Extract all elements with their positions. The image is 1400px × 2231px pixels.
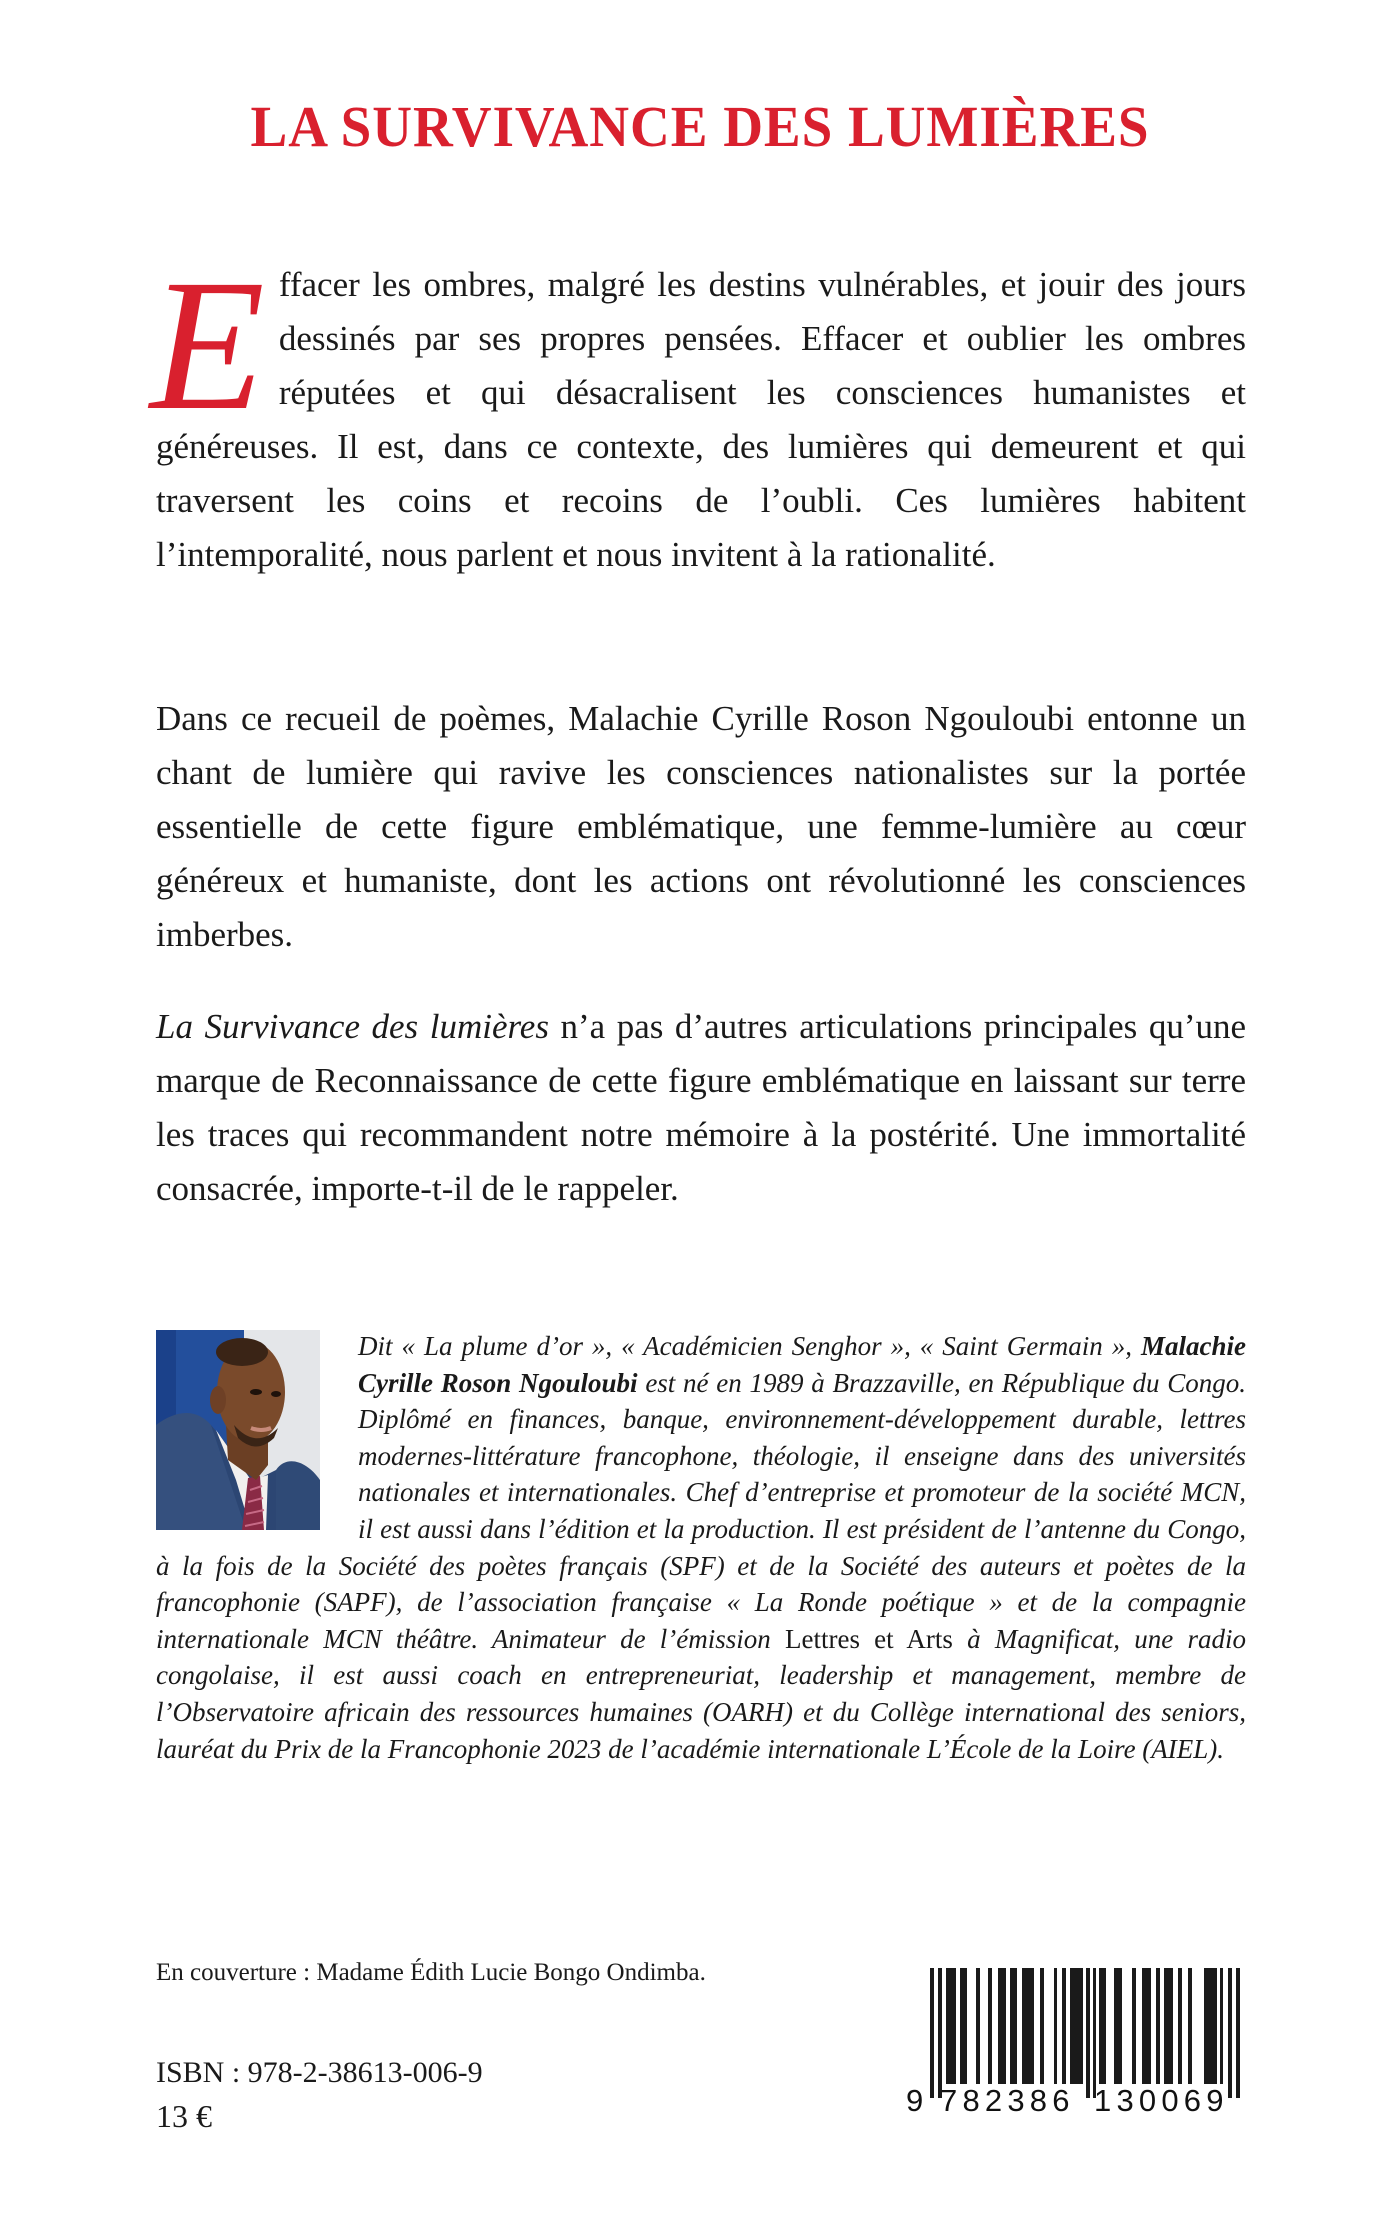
- author-name: Malachie Cyrille Roson Ngouloubi: [358, 1331, 1246, 1398]
- book-title: LA SURVIVANCE DES LUMIÈRES: [250, 94, 1150, 159]
- isbn: ISBN : 978-2-38613-006-9: [156, 2056, 483, 2089]
- barcode-right-group: 130069: [1094, 2083, 1229, 2118]
- author-photo: [156, 1330, 320, 1530]
- blurb-paragraph-1: [150, 240, 1246, 582]
- book-title-italic: La Survivance des lumières: [156, 1007, 549, 1046]
- author-portrait-icon: [156, 1330, 320, 1530]
- bio-intro: Dit « La plume d’or », « Académicien Senghor », « Saint Germain »,: [358, 1331, 1141, 1361]
- blurb-paragraph-1-text: ffacer les ombres, malgré les destins vulnérables, et jouir des jours dessinés par ses propres pensées. Effacer et oublier les ombres réputées et qui désacralisent les consciences humanistes et généreuses. Il est, dans ce contexte, des lumières qui demeurent et qui traversent les coins et recoins de l’oubli. Ces lumières habitent l’intemporalité, nous parlent et nous invitent à la rationalité.: [156, 265, 1246, 574]
- blurb-paragraph-3-text: n’a pas d’autres articulations principales qu’une marque de Reconnaissance de cette figure emblématique en laissant sur terre les traces qui recommandent notre mémoire à la postérité. Une immortalité consacrée, importe-t-il de le rappeler.: [156, 1007, 1247, 1208]
- radio-show-name: Lettres et Arts: [785, 1623, 953, 1654]
- barcode-left-group: 782386: [940, 2083, 1075, 2118]
- cover-caption: En couverture : Madame Édith Lucie Bongo Ondimba.: [156, 1959, 706, 1986]
- bio-part-1: est né en 1989 à Brazzaville, en République du Congo. Diplômé en finances, banque, environnement-développement durable, lettres modernes-littérature francophone, théologie, il enseigne dans des universités nationales et internationales. Chef d’entreprise et promoteur de la société MCN, il est aussi dans l’édition et la production. Il est président de l’antenne du Congo, à la fois de la Société des poètes français (SPF) et de la Société des auteurs et poètes de la francophonie (SAPF), de l’association française « La Ronde poétique » et de la compagnie internationale MCN théâtre. Animateur de l’émission: [156, 1367, 1246, 1654]
- bio-part-2: à Magnificat, une radio congolaise, il est aussi coach en entrepreneuriat, leadership et management, membre de l’Observatoire africain des ressources humaines (OARH) et du Collège international des seniors, lauréat du Prix de la Francophonie 2023 de l’académie internationale L’École de la Loire (AIEL).: [156, 1623, 1246, 1764]
- barcode-icon: [906, 1968, 1250, 2098]
- isbn-barcode: [906, 1968, 1250, 2124]
- author-bio: [156, 1328, 1246, 1767]
- price: 13 €: [156, 2098, 212, 2134]
- barcode-lead-digit: 9: [906, 2083, 929, 2118]
- blurb-paragraph-2: Dans ce recueil de poèmes, Malachie Cyrille Roson Ngouloubi entonne un chant de lumière qui ravive les consciences nationalistes sur la portée essentielle de cette figure emblématique, une femme-lumière au cœur généreux et humaniste, dont les actions ont révolutionné les consciences imberbes.: [156, 699, 1246, 954]
- drop-cap: E: [150, 240, 265, 449]
- blurb-paragraph-3: [156, 1000, 1246, 1216]
